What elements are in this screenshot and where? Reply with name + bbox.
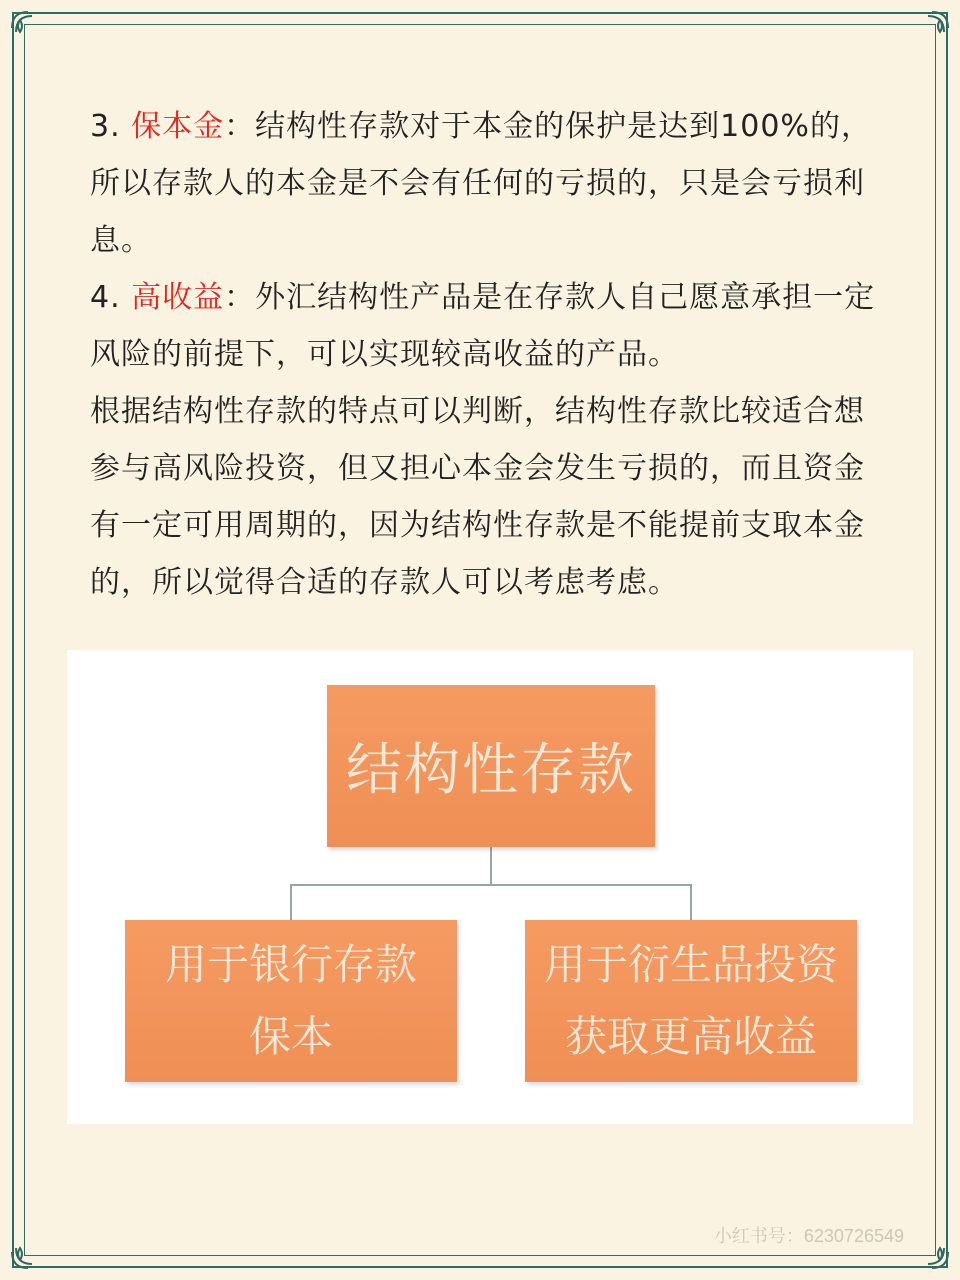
- list-number: 4.: [90, 280, 132, 315]
- corner-ornament-icon: [912, 8, 952, 48]
- highlight-term: 保本金: [131, 109, 225, 144]
- connector-line: [690, 884, 692, 920]
- article-text: [90, 98, 880, 611]
- box-line: 用于银行存款: [164, 940, 417, 989]
- connector-line: [290, 884, 692, 886]
- paragraph-conclusion: 根据结构性存款的特点可以判断，结构性存款比较适合想参与高风险投资，但又担心本金会发生亏损的，而且资金有一定可用周期的，因为结构性存款是不能提前支取本金的，所以觉得合适的存款人可以考虑考虑。: [90, 394, 865, 600]
- box-line: 用于衍生品投资: [543, 940, 838, 989]
- connector-line: [490, 847, 492, 885]
- box-line: 获取更高收益: [564, 1012, 817, 1061]
- box-line: 保本: [248, 1012, 333, 1061]
- paragraph-principal: [90, 98, 880, 269]
- corner-ornament-icon: [8, 1232, 48, 1272]
- corner-ornament-icon: [912, 1232, 952, 1272]
- diagram-right-box: [525, 920, 857, 1082]
- watermark: 小红书号：6230726549: [713, 1226, 904, 1246]
- diagram-left-box: [125, 920, 457, 1082]
- connector-line: [290, 884, 292, 920]
- structure-diagram: [67, 650, 913, 1124]
- paragraph-high-yield: [90, 269, 880, 383]
- paragraph-text: ：外汇结构性产品是在存款人自己愿意承担一定风险的前提下，可以实现较高收益的产品。: [90, 280, 876, 372]
- corner-ornament-icon: [8, 8, 48, 48]
- diagram-root-box: 结构性存款: [327, 685, 655, 847]
- list-number: 3.: [90, 109, 132, 144]
- highlight-term: 高收益: [131, 280, 225, 315]
- paragraph-text: ：结构性存款对于本金的保护是达到100%的，所以存款人的本金是不会有任何的亏损的，只是会亏损利息。: [90, 109, 872, 258]
